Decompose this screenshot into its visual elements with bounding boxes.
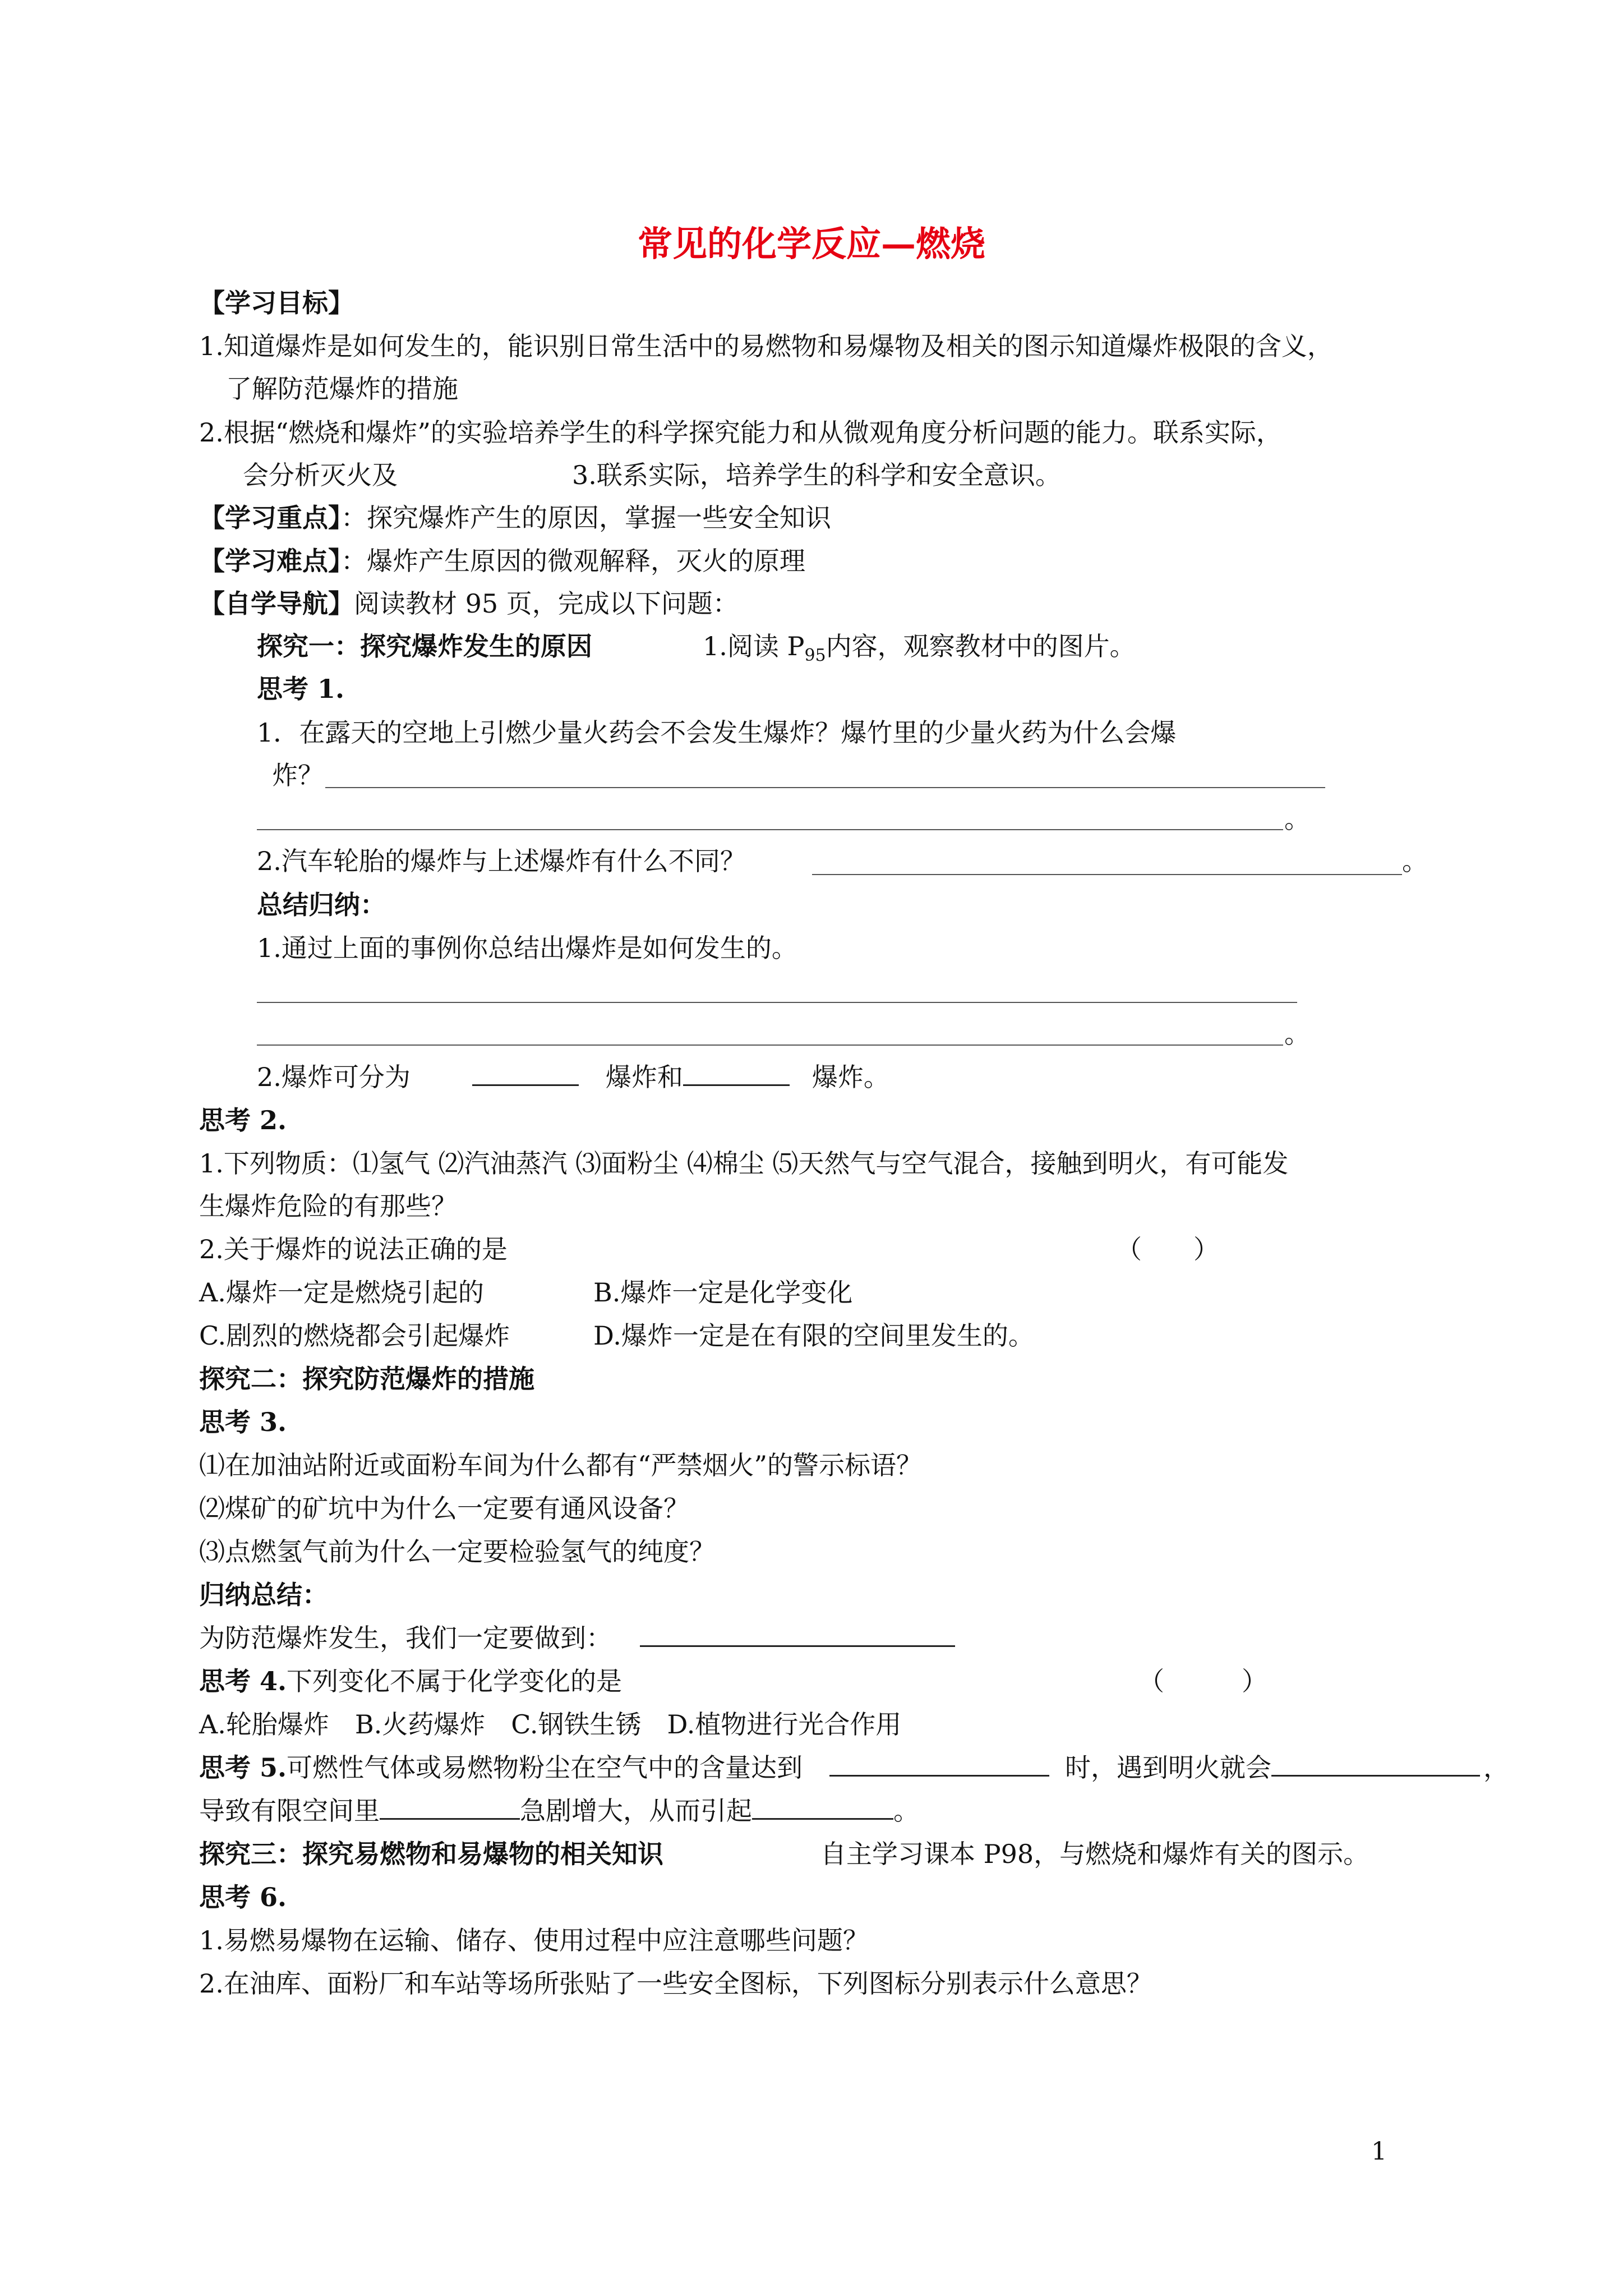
think3-heading: 思考 3. [199, 1407, 287, 1437]
explore1-read: 1.阅读 $P_{95}$内容，观察教材中的图片。 [703, 631, 1136, 665]
blank-explosion-type-2[interactable] [683, 1062, 790, 1086]
think2-heading: 思考 2. [199, 1105, 287, 1135]
objective-1-line2: 了解防范爆炸的措施 [226, 374, 458, 404]
summary1-s1-end: 。 [1284, 1019, 1310, 1049]
think4-question [199, 1664, 622, 1698]
answer-line[interactable] [325, 787, 1325, 788]
objective-2-line1: 2.根据“燃烧和爆炸”的实验培养学生的科学探究能力和从微观角度分析问题的能力。联系实际， [199, 417, 1282, 448]
explore3-text: 自主学习课本 P98，与燃烧和爆炸有关的图示。 [820, 1839, 1370, 1869]
think1-q2-end: 。 [1402, 846, 1428, 876]
think2-q1-line1: 1.下列物质：⑴氢气 ⑵汽油蒸汽 ⑶面粉尘 ⑷棉尘 ⑸天然气与空气混合，接触到明火，有可能发 [199, 1148, 1289, 1179]
answer-line[interactable] [257, 1002, 1297, 1003]
explore2-heading: 探究二：探究防范爆炸的措施 [199, 1364, 534, 1394]
objective-3: 3.联系实际，培养学生的科学和安全意识。 [572, 460, 1061, 490]
answer-line[interactable] [812, 874, 1402, 875]
think1-q1-line2: 炸？ [272, 760, 324, 790]
think4-answer-bracket[interactable]: （ ） [1138, 1666, 1267, 1696]
think5-line2: 导致有限空间里 急剧增大，从而引起 。 [199, 1796, 919, 1826]
guide-text: 阅读教材 95 页，完成以下问题： [354, 588, 739, 619]
think6-heading: 思考 6. [199, 1882, 287, 1912]
think3-q1: ⑴在加油站附近或面粉车间为什么都有“严禁烟火”的警示标语？ [199, 1450, 923, 1480]
think1-heading: 思考 1. [257, 674, 345, 704]
think4-heading: 思考 4. [199, 1666, 287, 1696]
think5-line1: 思考 5.可燃性气体或易燃物粉尘在空气中的含量达到 时，遇到明火就会 ， [199, 1752, 1510, 1783]
blank-result[interactable] [752, 1796, 893, 1820]
think2-option-b: B.爆炸一定是化学变化 [593, 1277, 853, 1308]
think2-option-c: C.剧烈的燃烧都会引起爆炸 [199, 1320, 510, 1351]
blank-reaction[interactable] [1271, 1752, 1480, 1777]
key-point [199, 501, 831, 535]
objective-2-line2: 会分析灭火及 [243, 460, 398, 490]
objective-1-line1: 1.知道爆炸是如何发生的，能识别日常生活中的易燃物和易爆物及相关的图示知道爆炸极限的含义， [199, 331, 1333, 361]
page-subscript: 95 [804, 646, 826, 665]
explore1-heading: 探究一：探究爆炸发生的原因 [257, 631, 592, 661]
guide-label: 【自学导航】 [199, 588, 354, 619]
blank-pressure[interactable] [380, 1796, 520, 1820]
summary1-s1: 1.通过上面的事例你总结出爆炸是如何发生的。 [257, 933, 797, 963]
difficulty-label: 【学习难点】 [199, 546, 341, 576]
think6-q2: 2.在油库、面粉厂和车站等场所张贴了一些安全图标，下列图标分别表示什么意思？ [199, 1968, 1152, 1999]
guide [199, 587, 739, 620]
summary2-heading: 归纳总结： [199, 1580, 328, 1610]
answer-line[interactable] [257, 829, 1283, 830]
think2-answer-bracket[interactable]: （ ） [1116, 1234, 1219, 1264]
think2-q2: 2.关于爆炸的说法正确的是 [199, 1234, 508, 1264]
key-point-text: ：探究爆炸产生的原因，掌握一些安全知识 [341, 503, 831, 533]
think1-q1-line1: 1．在露天的空地上引燃少量火药会不会发生爆炸？爆竹里的少量火药为什么会爆 [257, 717, 1177, 748]
objectives-heading: 【学习目标】 [199, 288, 354, 318]
think3-q3: ⑶点燃氢气前为什么一定要检验氢气的纯度？ [199, 1536, 715, 1567]
summary2-s1: 为防范爆炸发生，我们一定要做到： [199, 1621, 955, 1655]
blank-explosion-limit[interactable] [829, 1752, 1049, 1777]
blank-prevent-explosion[interactable] [640, 1623, 955, 1647]
difficulty-text: ：爆炸产生原因的微观解释，灭火的原理 [341, 546, 805, 576]
blank-explosion-type-1[interactable] [472, 1062, 579, 1086]
think1-q1-end: 。 [1284, 804, 1310, 834]
think4-text: 下列变化不属于化学变化的是 [287, 1666, 623, 1696]
think1-q2: 2.汽车轮胎的爆炸与上述爆炸有什么不同？ [257, 846, 746, 876]
think3-q2: ⑵煤矿的矿坑中为什么一定要有通风设备？ [199, 1493, 689, 1524]
page-title: 常见的化学反应—燃烧 [637, 223, 985, 264]
explore3-heading: 探究三：探究易燃物和易爆物的相关知识 [199, 1839, 663, 1869]
page-number: 1 [1371, 2137, 1387, 2166]
key-point-label: 【学习重点】 [199, 503, 341, 533]
think4-options: A.轮胎爆炸 B.火药爆炸 C.钢铁生锈 D.植物进行光合作用 [199, 1709, 902, 1740]
summary1-heading: 总结归纳： [257, 890, 386, 920]
think5-heading: 思考 5. [199, 1752, 287, 1783]
think2-option-a: A.爆炸一定是燃烧引起的 [199, 1277, 484, 1308]
answer-line[interactable] [257, 1045, 1283, 1046]
think2-q1-line2: 生爆炸危险的有那些？ [199, 1191, 457, 1221]
summary1-s2: 2.爆炸可分为 爆炸和 爆炸。 [257, 1062, 889, 1092]
think2-option-d: D.爆炸一定是在有限的空间里发生的。 [593, 1320, 1034, 1351]
think6-q1: 1.易燃易爆物在运输、储存、使用过程中应注意哪些问题？ [199, 1925, 869, 1955]
difficulty [199, 544, 805, 578]
